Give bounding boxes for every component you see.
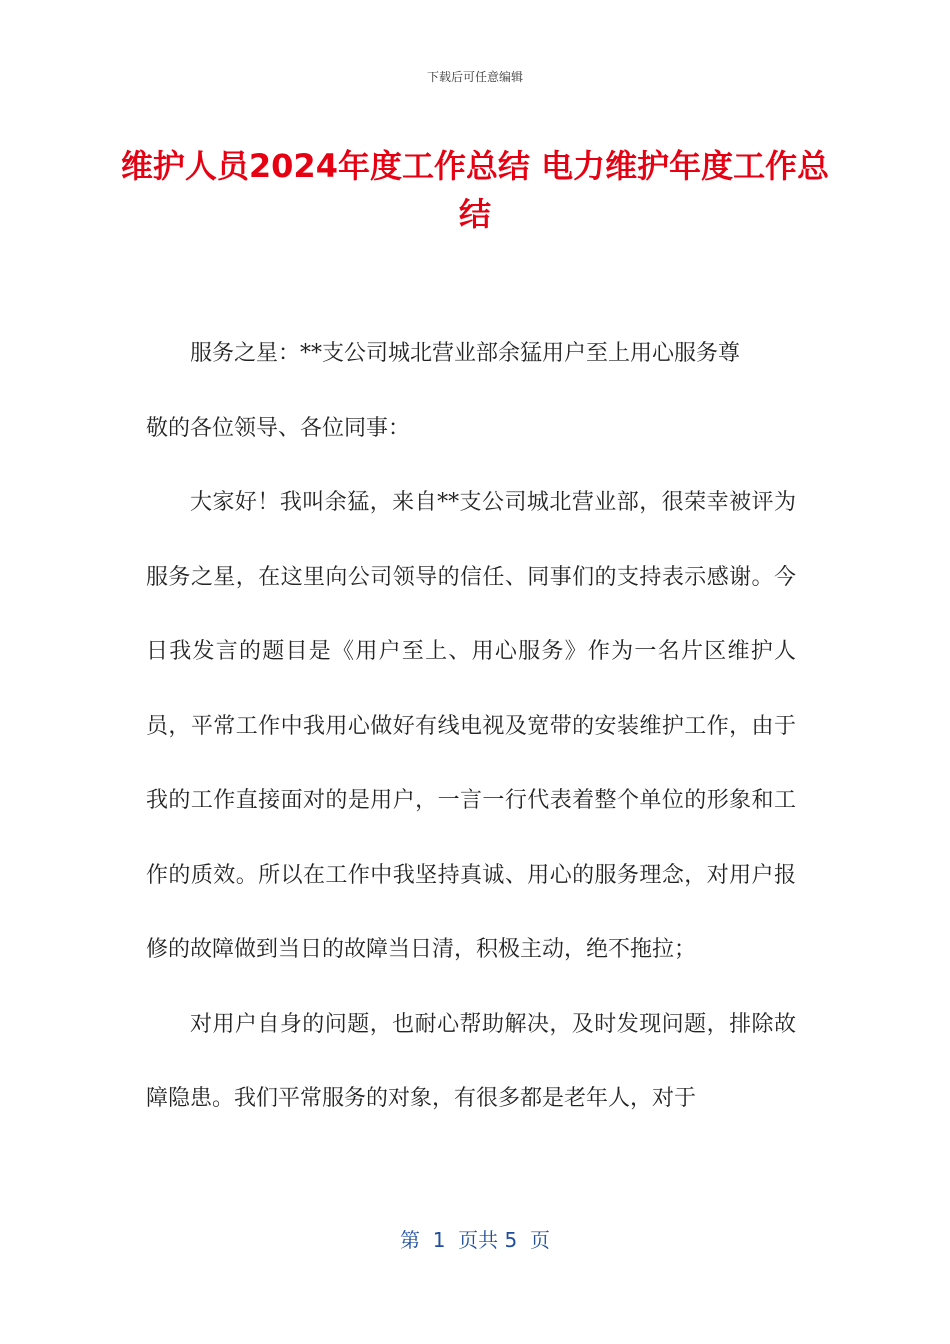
document-title: 维护人员2024年度工作总结 电力维护年度工作总结: [120, 147, 830, 233]
paragraph-1: 服务之星：**支公司城北营业部余猛用户至上用心服务尊: [190, 341, 741, 366]
document-body: [146, 317, 796, 1137]
paragraph-2: 敬的各位领导、各位同事：: [146, 415, 411, 441]
paragraph-4: 对用户自身的问题，也耐心帮助解决，及时发现问题，排除故障隐患。我们平常服务的对象，有很多都是老年人，对于: [146, 1011, 796, 1111]
paragraph-3: 大家好！我叫余猛，来自**支公司城北营业部，很荣幸被评为服务之星，在这里向公司领导的信任、同事们的支持表示感谢。今日我发言的题目是《用户至上、用心服务》作为一名片区维护人员，平常工作中我用心做好有线电视及宽带的安装维护工作，由于我的工作直接面对的是用户，一言一行代表着整个单位的形象和工作的质效。所以在工作中我坚持真诚、用心的服务理念，对用户报修的故障做到当日的故障当日清，积极主动，绝不拖拉；: [146, 490, 796, 962]
page-number-footer: 第 1 页共 5 页: [400, 1228, 550, 1252]
header-note: 下载后可任意编辑: [426, 70, 523, 84]
